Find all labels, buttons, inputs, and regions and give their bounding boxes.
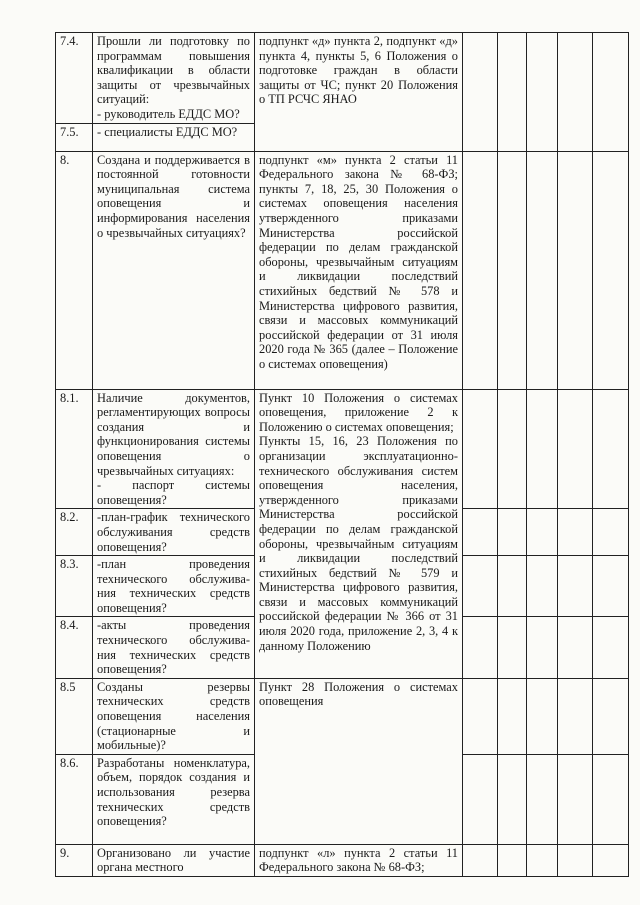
answer-cell[interactable] <box>593 844 629 876</box>
answer-cell[interactable] <box>498 509 527 556</box>
row-number: 8.1. <box>56 389 93 509</box>
answer-cell[interactable] <box>558 509 593 556</box>
row-number: 8.6. <box>56 754 93 844</box>
answer-cell[interactable] <box>593 33 629 152</box>
row-number: 8.4. <box>56 617 93 678</box>
question-cell <box>93 389 255 509</box>
question-cell: -план проведения технического обслужива-ния технических средств оповещения? <box>93 556 255 617</box>
table-row <box>56 33 629 124</box>
row-number: 8.3. <box>56 556 93 617</box>
answer-cell[interactable] <box>463 678 498 754</box>
question-cell: -акты проведения технического обслужива-ния технических средств оповещения? <box>93 617 255 678</box>
answer-cell[interactable] <box>498 33 527 152</box>
question-cell: -план-график технического обслуживания средств оповещения? <box>93 509 255 556</box>
row-number: 8.2. <box>56 509 93 556</box>
answer-cell[interactable] <box>593 617 629 678</box>
question-cell: Разработаны номенклатура, объем, порядок создания и использования резерва технических средств оповещения? <box>93 754 255 844</box>
answer-cell[interactable] <box>498 556 527 617</box>
answer-cell[interactable] <box>593 556 629 617</box>
answer-cell[interactable] <box>527 151 558 389</box>
question-text: Прошли ли подготовку по программам повышения квалификации в области защиты от чрезвычайных ситуаций: <box>97 34 250 107</box>
answer-cell[interactable] <box>593 754 629 844</box>
answer-cell[interactable] <box>593 389 629 509</box>
answer-cell[interactable] <box>593 509 629 556</box>
answer-cell[interactable] <box>498 151 527 389</box>
answer-cell[interactable] <box>463 754 498 844</box>
reference-cell <box>255 389 463 678</box>
answer-cell[interactable] <box>558 556 593 617</box>
answer-cell[interactable] <box>527 556 558 617</box>
reference-cell: подпункт «л» пункта 2 статьи 11 Федерального закона № 68-ФЗ; <box>255 844 463 876</box>
row-number: 7.4. <box>56 33 93 124</box>
question-cell: Создана и поддерживается в постоянной готовности муниципальная система оповещения и информирования населения о чрезвычайных ситуациях? <box>93 151 255 389</box>
answer-cell[interactable] <box>498 617 527 678</box>
question-cell: - специалисты ЕДДС МО? <box>93 123 255 151</box>
answer-cell[interactable] <box>527 754 558 844</box>
answer-cell[interactable] <box>463 151 498 389</box>
answer-cell[interactable] <box>463 509 498 556</box>
checklist-table <box>55 32 629 877</box>
answer-cell[interactable] <box>558 844 593 876</box>
row-number: 9. <box>56 844 93 876</box>
answer-cell[interactable] <box>558 389 593 509</box>
question-text: Наличие документов, регламентирующих вопросы создания и функционирования системы оповещения о чрезвычайных ситуациях: <box>97 390 250 478</box>
answer-cell[interactable] <box>558 754 593 844</box>
answer-cell[interactable] <box>593 678 629 754</box>
question-cell: Организовано ли участие органа местного <box>93 844 255 876</box>
answer-cell[interactable] <box>498 754 527 844</box>
reference-cell: подпункт «д» пункта 2, подпункт «д» пункта 4, пункты 5, 6 Положения о подготовке граждан в области защиты от ЧС; пункт 20 Положения о ТП РСЧС ЯНАО <box>255 33 463 152</box>
question-cell: Созданы резервы технических средств оповещения населения (стационарные и мобильные)? <box>93 678 255 754</box>
answer-cell[interactable] <box>527 678 558 754</box>
reference-cell: Пункт 28 Положения о системах оповещения <box>255 678 463 844</box>
answer-cell[interactable] <box>463 389 498 509</box>
row-number: 8.5 <box>56 678 93 754</box>
reference-cell: подпункт «м» пункта 2 статьи 11 Федерального закона № 68-ФЗ; пункты 7, 18, 25, 30 Положения о системах оповещения населения утвержденного приказами Министерства российской федерации по делам гражданской обороны, чрезвычайным ситуациям и ликвидации последствий стихийных бедствий № 578 и Министерства цифрового развития, связи и массовых коммуникаций российской федерации от 31 июля 2020 года № 365 (далее – Положение о системах оповещения) <box>255 151 463 389</box>
answer-cell[interactable] <box>558 151 593 389</box>
table-row <box>56 678 629 754</box>
answer-cell[interactable] <box>558 617 593 678</box>
table-row <box>56 151 629 389</box>
answer-cell[interactable] <box>498 389 527 509</box>
table-row <box>56 844 629 876</box>
answer-cell[interactable] <box>463 844 498 876</box>
reference-text: Пункт 10 Положения о системах оповещения, приложение 2 к Положению о системах оповещения; <box>259 390 458 434</box>
reference-text: Пункты 15, 16, 23 Положения по организации эксплуатационно-технического обслуживания систем оповещения населения, утвержденного приказами Министерства российской федерации по делам гражданской обороны, чрезвычайным ситуациям и ликвидации последствий стихийных бедствий № 579 и Министерства цифрового развития, связи и массовых коммуникаций российской федерации № 366 от 31 июля 2020 года, приложение 2, 3, 4 к данному Положению <box>259 434 458 653</box>
answer-cell[interactable] <box>527 389 558 509</box>
question-cell <box>93 33 255 124</box>
row-number: 8. <box>56 151 93 389</box>
answer-cell[interactable] <box>558 33 593 152</box>
answer-cell[interactable] <box>463 33 498 152</box>
answer-cell[interactable] <box>498 844 527 876</box>
answer-cell[interactable] <box>463 617 498 678</box>
question-subitem: - руководитель ЕДДС МО? <box>97 106 240 121</box>
answer-cell[interactable] <box>527 617 558 678</box>
answer-cell[interactable] <box>498 678 527 754</box>
answer-cell[interactable] <box>558 678 593 754</box>
row-number: 7.5. <box>56 123 93 151</box>
answer-cell[interactable] <box>593 151 629 389</box>
answer-cell[interactable] <box>527 509 558 556</box>
answer-cell[interactable] <box>527 844 558 876</box>
question-subitem: - паспорт системы оповещения? <box>97 478 250 507</box>
answer-cell[interactable] <box>463 556 498 617</box>
answer-cell[interactable] <box>527 33 558 152</box>
table-row <box>56 389 629 509</box>
